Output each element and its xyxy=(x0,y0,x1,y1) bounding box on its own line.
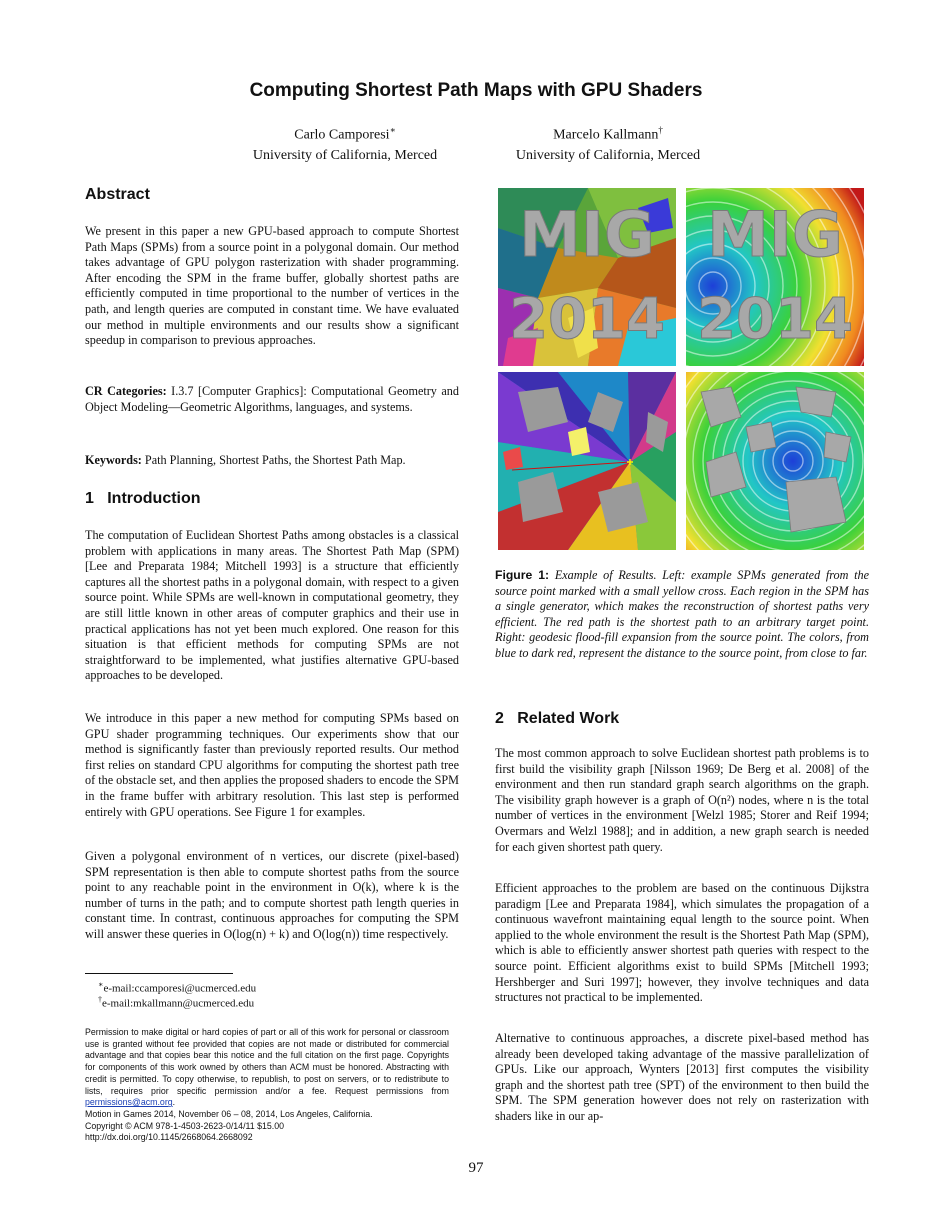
figure-caption xyxy=(495,568,869,662)
footnote-2-text: e-mail:mkallmann@ucmerced.edu xyxy=(102,997,255,1010)
abstract-heading: Abstract xyxy=(85,186,150,203)
paper-title: Computing Shortest Path Maps with GPU Shaders xyxy=(249,80,703,101)
author-1-name: Carlo Camporesi xyxy=(294,127,390,143)
intro-paragraph-3: Given a polygonal environment of n vertices, our discrete (pixel-based) SPM representation is then able to compute shortest paths from the source point to any reachable point in the environment in O(k), where k is the number of turns in the path; and to compute shortest path length queries in constant time. In contrast, continuous approaches for computing the SPM will answer these queries in O(log(n) + k) and O(log(n)) time respectively. xyxy=(85,849,459,941)
figure-top-right-word: MIG xyxy=(707,198,843,271)
footnote-2 xyxy=(98,993,254,1011)
author-2 xyxy=(505,120,711,166)
intro-paragraph-2: We introduce in this paper a new method for computing SPMs based on GPU shader programming techniques. Our experiments show that our method is significantly faster than previously reported results. Our method first relies on standard CPU algorithms for computing the shortest path tree of the obstacle set, and then applies the proposed shaders to encode the SPM in the frame buffer with arbitrary resolution. This last step is performed entirely with GPU operations. See Figure 1 for examples. xyxy=(85,711,459,819)
figure-panel-floodfill-top xyxy=(686,188,864,366)
permission-block: Permission to make digital or hard copies of part or all of this work for personal or classroom use is granted without fee provided that copies are not made or distributed for commercial advantage and that copies bear this notice and the full citation on the first page. Copyrights for components of this work owned by others than ACM must be honored. Abstracting with credit is permitted. To copy otherwise, to republish, to post on servers, or to redistribute to lists, requires prior specific permission and/or a fee. Request permissions from permissions@acm.org. Motion in Games 2014, November 06 – 08, 2014, Los Angeles, California. Copyright © ACM 978-1-4503-2623-0/14/11 $15.00 http://dx.doi.org/10.1145/2668064.2668092 xyxy=(85,1027,449,1143)
figure-panel-spm-bottom xyxy=(498,372,676,550)
footnote-1-text: e-mail:ccamporesi@ucmerced.edu xyxy=(103,982,257,995)
intro-paragraph-1: The computation of Euclidean Shortest Paths among obstacles is a classical problem with applications in many areas. The Shortest Path Map (SPM) [Lee and Preparata 1984; Mitchell 1993] is a structure that efficiently captures all the shortest paths in a polygonal domain, with respect to a given source point. While SPMs are well-known in computational geometry, they are still little known in other areas of computer graphics and their use in practical applications has not yet been much explored. One reason for this situation is that efficient methods for computing SPMs are not straightforward to be implemented, what justifies alternative GPU-based approaches to be developed. xyxy=(85,528,459,683)
related-heading: 2 Related Work xyxy=(495,710,620,727)
keywords-text: Path Planning, Shortest Paths, the Shortest Path Map. xyxy=(144,453,406,467)
keywords-label: Keywords: xyxy=(85,453,142,467)
related-paragraph-3: Alternative to continuous approaches, a discrete pixel-based method has already been developed taking advantage of the massive parallelization of GPUs. Like our approach, Wynters [2013] first computes the visibility graph and the shortest path tree (SPT) of the environment to then build the SPM. The SPM generation however does not rely on rasterization with shaders like in our ap- xyxy=(495,1031,869,1123)
author-2-mark: † xyxy=(658,125,663,135)
abstract-text: We present in this paper a new GPU-based approach to compute Shortest Path Maps (SPMs) from a source point in a polygonal domain. Our method takes advantage of GPU polygon rasterization with shader programming. After encoding the SPM in the frame buffer, globally shortest paths are efficiently computed in time proportional to the number of vertices in the path, and length queries are computed in constant time. We have evaluated our method in multiple environments and our results show a significant speedup in comparison to previous approaches. xyxy=(85,224,459,348)
cr-label: CR Categories: xyxy=(85,384,167,398)
author-1-mark: ∗ xyxy=(389,125,396,135)
figure-panel-floodfill-bottom xyxy=(686,372,864,550)
cr-text: I.3.7 [Computer Graphics]: Computational Geometry and Object Modeling—Geometric Algorithms, languages, and systems. xyxy=(85,384,459,414)
doi-line: http://dx.doi.org/10.1145/2668064.2668092 xyxy=(85,1132,253,1143)
cr-categories xyxy=(85,384,459,415)
permission-email-link[interactable]: permissions@acm.org xyxy=(85,1097,173,1108)
copyright-line: Copyright © ACM 978-1-4503-2623-0/14/11 $15.00 xyxy=(85,1120,284,1131)
related-paragraph-2: Efficient approaches to the problem are based on the continuous Dijkstra paradigm [Lee and Preparata 1984], which simulates the propagation of a continuous wavefront maintaining equal length to the source point. When applied to the whole environment the result is the Shortest Path Map (SPM), which is able to efficiently answer shortest path queries with respect to the source point. Efficient algorithms exist to build SPMs [Mitchell 1993; Hershberger and Suri 1997]; however, they involve techniques and data structures not practical to be implemented. xyxy=(495,881,869,1005)
footnote-rule xyxy=(85,973,233,974)
footnote-2-mark: † xyxy=(98,995,102,1004)
figure-label: Figure 1: xyxy=(495,568,550,582)
author-2-affiliation: University of California, Merced xyxy=(515,147,701,163)
page-number: 97 xyxy=(468,1160,484,1176)
figure-panel-spm-top xyxy=(498,188,676,366)
figure-caption-text: Example of Results. Left: example SPMs generated from the source point marked with a small yellow cross. Each region in the SPM has a single generator, which makes the reconstruction of shortest paths very efficient. The red path is the shortest path to an arbitrary target point. Right: geodesic flood-fill expansion from the source point. The colors, from blue to dark red, represent the distance to the source point, from close to far. xyxy=(495,568,870,660)
author-2-name: Marcelo Kallmann xyxy=(553,127,659,143)
figure-top-left-word: MIG xyxy=(519,198,655,271)
intro-heading: 1 Introduction xyxy=(85,490,201,507)
figure-top-right-year: 2014 xyxy=(697,287,853,352)
footnote-1-mark: ∗ xyxy=(98,980,104,989)
author-1 xyxy=(245,120,445,166)
figure-top-left-year: 2014 xyxy=(509,287,665,352)
author-1-affiliation: University of California, Merced xyxy=(252,147,438,163)
keywords xyxy=(85,453,459,469)
related-paragraph-1: The most common approach to solve Euclidean shortest path problems is to first build the visibility graph [Nilsson 1969; De Berg et al. 2008] of the environment and then run standard graph search algorithms on the graph. The visibility graph however is a graph of O(n²) nodes, where n is the total number of vertices in the environment [Welzl 1985; Storer and Reif 1994; Overmars and Welzl 1988]; and in addition, a new graph search is needed for each given shortest path query. xyxy=(495,746,869,854)
permission-text: Permission to make digital or hard copies of part or all of this work for personal or classroom use is granted without fee provided that copies are not made or distributed for commercial advantage and that copies bear this notice and the full citation on the first page. Copyrights for components of this work owned by others than ACM must be honored. Abstracting with credit is permitted. To copy otherwise, to republish, to post on servers, or to redistribute to lists, requires prior specific permission and/or a fee. Request permissions from xyxy=(85,1027,449,1096)
venue-line: Motion in Games 2014, November 06 – 08, 2014, Los Angeles, California. xyxy=(85,1108,373,1119)
